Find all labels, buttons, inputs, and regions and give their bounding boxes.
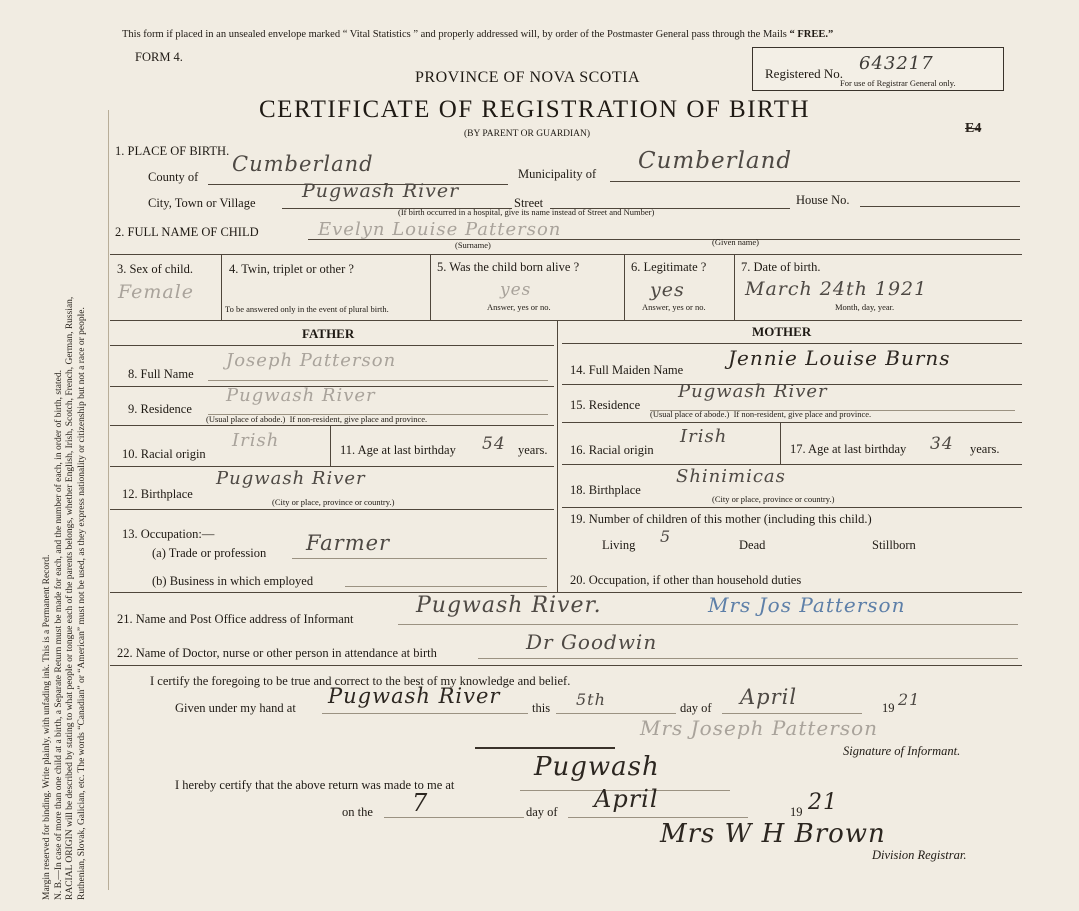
father-racial-value: Irish [232,430,280,451]
municipality-value: Cumberland [638,148,793,174]
municipality-label: Municipality of [518,167,597,181]
given-at-value: Pugwash River [328,684,501,708]
child-name-label: 2. FULL NAME OF CHILD [115,225,259,239]
given-year-value: 21 [898,690,921,709]
province-title: PROVINCE OF NOVA SCOTIA [415,69,641,86]
mother-heading: MOTHER [752,324,812,339]
father-residence-value: Pugwash River [226,385,376,406]
postal-notice: This form if placed in an unsealed envelope marked “ Vital Statistics ” and properly addressed will, by order of the Postmaster General pass through the Mails “ FREE.” [122,29,834,40]
informant-label: 21. Name and Post Office address of Informant [117,612,354,626]
doctor-value: Dr Goodwin [526,630,658,654]
registered-number: 643217 [859,53,934,74]
twin-note: To be answered only in the event of plural birth. [225,304,389,314]
mother-children-label: 19. Number of children of this mother (including this child.) [570,512,872,526]
mother-maiden-value: Jennie Louise Burns [728,346,951,370]
dob-label: 7. Date of birth. [741,260,821,274]
sig-informant-caption: Signature of Informant. [843,744,961,758]
county-value: Cumberland [232,152,374,176]
day-of-label: day of [680,701,712,715]
binding-margin-line [108,110,109,890]
year-prefix-label: 19 [882,701,895,715]
mother-birthplace-label: 18. Birthplace [570,483,641,497]
father-racial-label: 10. Racial origin [122,447,206,461]
hereby-text: I hereby certify that the above return was made to me at [175,778,455,792]
registered-label: Registered No. [765,66,843,81]
surname-note: (Surname) [455,240,491,250]
given-day-value: 5th [576,690,606,709]
informant-signature: Mrs Joseph Patterson [640,716,878,740]
mother-racial-label: 16. Racial origin [570,443,654,457]
father-birthplace-note: (City or place, province or country.) [272,497,395,507]
hospital-note: (If birth occurred in a hospital, give its name instead of Street and Number) [398,207,655,217]
city-value: Pugwash River [302,180,460,202]
sex-label: 3. Sex of child. [117,262,194,276]
mother-age-value: 34 [930,434,954,454]
twin-label: 4. Twin, triplet or other ? [229,262,354,276]
living-value: 5 [660,527,672,546]
father-birthplace-label: 12. Birthplace [122,487,193,501]
city-label: City, Town or Village [148,196,256,210]
mother-residence-label: 15. Residence [570,398,641,412]
registration-month-value: April [594,785,659,813]
mother-racial-value: Irish [680,426,728,447]
trade-label: (a) Trade or profession [152,546,267,560]
father-name-value: Joseph Patterson [226,350,397,371]
father-residence-label: 9. Residence [128,402,192,416]
corner-mark: E4 [965,121,982,136]
legitimate-note: Answer, yes or no. [642,302,706,312]
registration-box [752,47,1004,91]
certificate-title: CERTIFICATE OF REGISTRATION OF BIRTH [259,96,811,123]
registration-year-value: 21 [808,790,838,815]
mother-years: years. [970,442,1000,456]
father-abode-note: (Usual place of abode.) If non-resident, give place and province. [206,414,428,424]
child-name-value: Evelyn Louise Patterson [318,219,562,240]
division-registrar-caption: Division Registrar. [872,848,967,862]
margin-notes [42,20,88,900]
dob-value: March 24th 1921 [745,278,928,300]
mother-birthplace-note: (City or place, province or country.) [712,494,835,504]
doctor-label: 22. Name of Doctor, nurse or other person in attendance at birth [117,646,437,660]
informant-name-value: Mrs Jos Patterson [708,593,906,617]
this-label: this [532,701,551,715]
given-name-note: (Given name) [712,237,759,247]
place-of-birth-label: 1. PLACE OF BIRTH. [115,144,230,158]
dob-note: Month, day, year. [835,302,895,312]
certificate-subtitle: (BY PARENT OR GUARDIAN) [464,129,591,139]
mother-maiden-label: 14. Full Maiden Name [570,363,684,377]
mother-abode-note: (Usual place of abode.) If non-resident, give place and province. [650,409,872,419]
notice-free: “ FREE.” [789,29,834,40]
margin-note-3: RACIAL ORIGIN will be described by stating to what people or tongue each of the parents belongs, whether English, Irish, Scotch, French, German, Russian, [65,296,75,900]
father-age-label: 11. Age at last birthday [340,443,456,457]
father-heading: FATHER [302,326,355,341]
given-month-value: April [740,685,798,709]
registrar-signature: Mrs W H Brown [660,819,886,849]
form-number: FORM 4. [135,50,183,64]
mother-age-label: 17. Age at last birthday [790,442,907,456]
divider-line [475,747,615,749]
margin-note-4: Ruthenian, Slovak, Galician, etc. The words “Canadian” or “American” must not be used, as they express nationality or citizenship but not a race or people. [76,307,87,900]
alive-value: yes [500,280,532,300]
father-trade-value: Farmer [306,531,391,555]
legitimate-value: yes [650,279,685,301]
on-the-label: on the [342,805,373,819]
stillborn-label: Stillborn [872,538,916,552]
living-label: Living [602,538,636,552]
business-label: (b) Business in which employed [152,574,314,588]
given-hand-label: Given under my hand at [175,701,296,715]
day-of-label-2: day of [526,805,558,819]
sex-value: Female [118,281,195,303]
informant-place-value: Pugwash River. [416,593,602,618]
father-years: years. [518,443,548,457]
father-age-value: 54 [482,434,506,454]
street-label: Street [514,196,544,210]
registration-place-value: Pugwash [534,752,660,782]
alive-label: 5. Was the child born alive ? [437,260,580,274]
father-birthplace-value: Pugwash River [216,468,366,489]
year-prefix-label-2: 19 [790,805,803,819]
father-name-label: 8. Full Name [128,367,194,381]
registered-note: For use of Registrar General only. [840,78,956,88]
house-no-label: House No. [796,193,850,207]
mother-birthplace-value: Shinimicas [676,466,786,487]
registration-day-value: 7 [412,789,429,817]
alive-note: Answer, yes or no. [487,302,551,312]
legitimate-label: 6. Legitimate ? [631,260,707,274]
margin-note-2: N. B.—In case of more than one child at a birth, a Separate Return must be made for each, and the number of each, in order of birth, stated. [53,370,64,900]
certify-text: I certify the foregoing to be true and correct to the best of my knowledge and belief. [150,674,571,688]
dead-label: Dead [739,538,766,552]
mother-occupation-label: 20. Occupation, if other than household duties [570,573,802,587]
margin-note-1: Margin reserved for binding. Write plainly, with unfading ink. This is a Permanent Record. [42,554,52,900]
county-label: County of [148,170,199,184]
father-occupation-label: 13. Occupation:— [122,527,215,541]
mother-residence-value: Pugwash River [678,381,828,402]
